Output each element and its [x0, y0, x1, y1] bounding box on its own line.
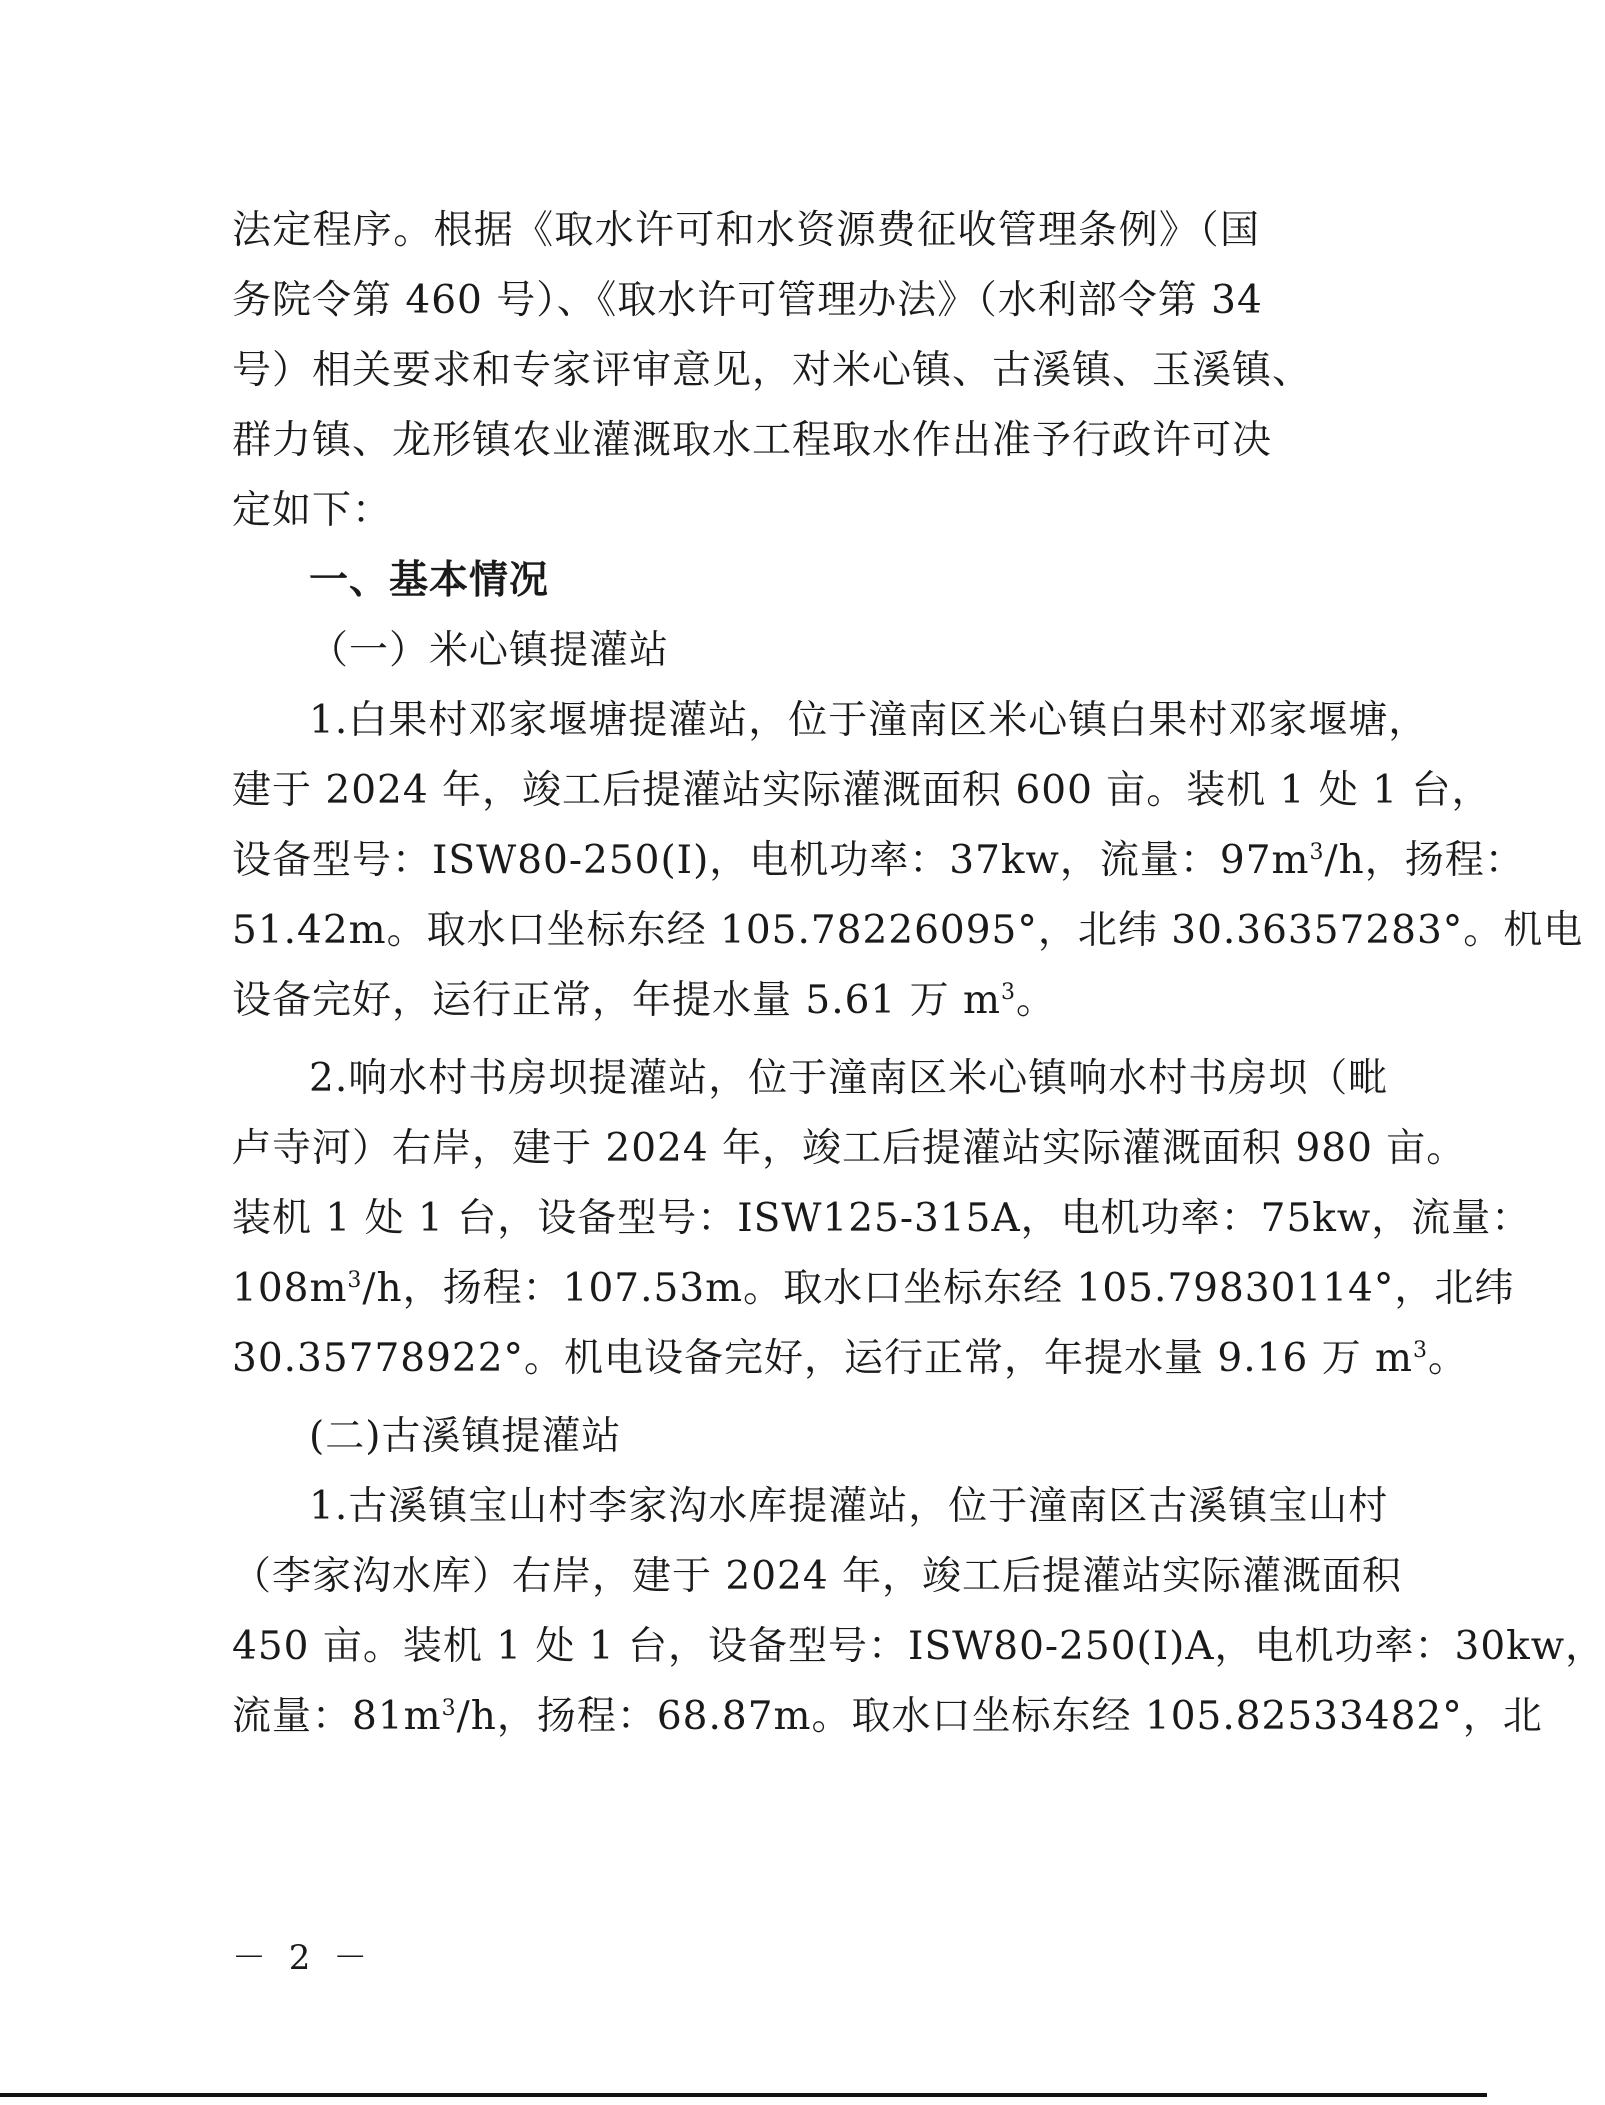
page-number: － 2 －	[232, 1938, 374, 1978]
document-body	[232, 196, 1605, 1752]
subsection-heading: （一）米心镇提灌站	[309, 628, 670, 673]
intro-line: 号）相关要求和专家评审意见，对米心镇、古溪镇、玉溪镇、	[232, 348, 1313, 393]
superscript: 3	[1413, 1338, 1429, 1363]
text-span: /h，扬程：107.53m。取水口坐标东经 105.79830114°，北纬	[362, 1266, 1515, 1311]
paragraph-line: 1.古溪镇宝山村李家沟水库提灌站，位于潼南区古溪镇宝山村	[309, 1484, 1389, 1529]
intro-line: 群力镇、龙形镇农业灌溉取水工程取水作出准予行政许可决	[232, 418, 1273, 463]
superscript: 3	[1309, 840, 1325, 865]
text-span: 流量：81m	[232, 1694, 442, 1739]
text-span: /h，扬程：68.87m。取水口坐标东经 105.82533482°，北	[456, 1694, 1543, 1739]
superscript: 3	[1001, 980, 1017, 1005]
paragraph-line: （李家沟水库）右岸，建于 2024 年，竣工后提灌站实际灌溉面积	[232, 1554, 1403, 1599]
bottom-rule	[0, 2093, 1487, 2097]
paragraph-line: 卢寺河）右岸，建于 2024 年，竣工后提灌站实际灌溉面积 980 亩。	[232, 1126, 1467, 1171]
subsection-heading: (二)古溪镇提灌站	[309, 1414, 622, 1459]
intro-line: 法定程序。根据《取水许可和水资源费征收管理条例》（国	[232, 208, 1260, 253]
superscript: 3	[441, 1696, 457, 1721]
paragraph-line	[232, 1324, 1469, 1394]
text-span: 设备完好，运行正常，年提水量 5.61 万 m	[232, 978, 1002, 1023]
section-heading: 一、基本情况	[309, 558, 550, 603]
text-span: 设备型号：ISW80-250(I)，电机功率：37kw，流量：97m	[232, 838, 1310, 883]
text-span: 。	[1428, 1336, 1469, 1381]
superscript: 3	[347, 1268, 363, 1293]
paragraph-line: 51.42m。取水口坐标东经 105.78226095°，北纬 30.36357283°。机电	[232, 908, 1584, 953]
paragraph-line	[232, 966, 1260, 1036]
paragraph-line: 装机 1 处 1 台，设备型号：ISW125-315A，电机功率：75kw，流量：	[232, 1196, 1532, 1241]
intro-line: 定如下：	[232, 488, 393, 533]
text-span: /h，扬程：	[1324, 838, 1525, 883]
paragraph-line: 450 亩。装机 1 处 1 台，设备型号：ISW80-250(I)A，电机功率：30kw，	[232, 1624, 1605, 1669]
paragraph-line	[232, 1682, 1543, 1752]
paragraph-line	[232, 1254, 1515, 1324]
paragraph-line: 2.响水村书房坝提灌站，位于潼南区米心镇响水村书房坝（毗	[309, 1056, 1389, 1101]
text-span: 30.35778922°。机电设备完好，运行正常，年提水量 9.16 万 m	[232, 1336, 1414, 1381]
text-span: 108m	[232, 1266, 348, 1311]
paragraph-line	[232, 826, 1525, 896]
intro-line: 务院令第 460 号）、《取水许可管理办法》（水利部令第 34	[232, 278, 1263, 323]
paragraph-line: 建于 2024 年，竣工后提灌站实际灌溉面积 600 亩。装机 1 处 1 台，	[232, 768, 1492, 813]
text-span: 。	[1016, 978, 1057, 1023]
paragraph-line: 1.白果村邓家堰塘提灌站，位于潼南区米心镇白果村邓家堰塘，	[309, 698, 1429, 743]
